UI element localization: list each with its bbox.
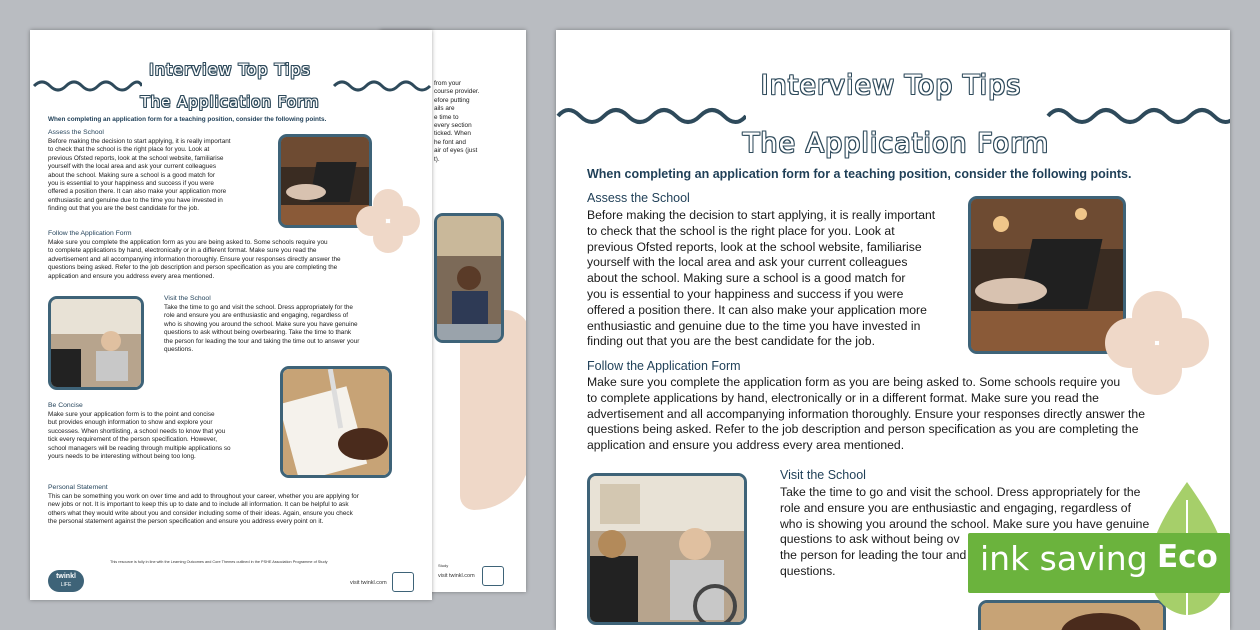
big-intro: When completing an application form for a teaching position, consider the following points. <box>587 167 1132 181</box>
small-photo-visit <box>48 296 144 390</box>
small-concise-text <box>48 411 231 461</box>
small-heading-assess: Assess the School <box>48 129 104 136</box>
big-wave-right-decoration <box>1046 104 1230 126</box>
text-line: to check that the school is the right place for you. Look at <box>48 146 210 154</box>
small-footer-note: This resource is fully in line with the Learning Outcomes and Core Themes outlined in the PSHE Association Programme of Study <box>110 560 328 564</box>
big-heading-visit: Visit the School <box>780 468 866 482</box>
text-line: previous Ofsted reports, look at the school website, familiarise <box>48 154 224 162</box>
text-line: about the school. Making sure a school is a good match for <box>48 171 215 179</box>
text-line: questions being asked. Refer to the job description and person specification as you are completing the <box>48 264 338 272</box>
small-heading-follow: Follow the Application Form <box>48 230 132 237</box>
text-line: to complete applications by hand, electronically or in a different format. Make sure you read the <box>587 390 1099 405</box>
big-wave-left-decoration <box>556 104 746 126</box>
text-line: yourself with the local area and ask your current colleagues <box>587 255 908 270</box>
text-line: yours needs to be interesting without being too long. <box>48 453 196 461</box>
back-photo-smiling-man <box>434 213 504 343</box>
small-heading-personal: Personal Statement <box>48 484 108 491</box>
big-heading-assess: Assess the School <box>587 191 690 205</box>
text-line: you is essential to your happiness and success if you were <box>48 180 214 188</box>
text-line: Take the time to go and visit the school. Dress appropriately for the <box>780 485 1141 499</box>
text-line: offered a position there. It can also make your application more <box>48 188 227 196</box>
text-line: role and ensure you are enthusiastic and engaging, regardless of <box>164 312 349 320</box>
text-line: successes. When shortlisting, a school needs to know that you <box>48 427 226 435</box>
big-photo-visit <box>587 473 747 625</box>
back-text-snippets <box>434 80 479 164</box>
text-line: questions to ask without being ov <box>780 532 960 547</box>
small-personal-text <box>48 493 359 527</box>
text-line: school managers will be reading through multiple applications so <box>48 444 231 452</box>
text-line: questions to ask without being overbearing. Take the time to thank <box>164 329 352 337</box>
text-line: about the school. Making sure a school is a good match for <box>587 271 906 286</box>
text-line: to check that the school is the right place for you. Look at <box>587 223 895 238</box>
text-line: This can be something you work on over time and add to throughout your career, whether you are applying for <box>48 493 359 500</box>
small-photo-writing <box>280 366 392 478</box>
text-line: application and ensure you address every area mentioned. <box>587 438 905 453</box>
small-follow-text <box>48 239 341 281</box>
back-footer-url: visit twinkl.com <box>438 573 475 579</box>
wave-right-decoration <box>332 78 432 92</box>
text-line: ails are <box>434 105 455 113</box>
small-intro: When completing an application form for a teaching position, consider the following points. <box>48 116 327 123</box>
text-line: questions. <box>164 346 194 354</box>
text-line: Take the time to go and visit the school. Dress appropriately for the <box>164 304 353 311</box>
text-line: enthusiastic and genuine due to the time you have invested in <box>48 196 223 204</box>
text-line: who is showing you around the school. Make sure you have genuine <box>164 320 358 328</box>
ink-saving-label: ink saving <box>980 539 1148 578</box>
text-line: the person for leading the tour and <box>780 548 967 563</box>
text-line: every section <box>434 122 472 130</box>
text-line: t). <box>434 155 440 163</box>
text-line: questions. <box>780 563 836 578</box>
big-photo-writing-partial <box>978 600 1166 630</box>
text-line: to complete applications by hand, electronically or in a different format. Make sure you read the <box>48 247 317 255</box>
text-line: efore putting <box>434 96 470 104</box>
text-line: he font and <box>434 138 466 146</box>
wave-left-decoration <box>32 78 142 92</box>
back-footer-note: Study <box>438 563 449 568</box>
text-line: course provider. <box>434 88 480 96</box>
small-visit-text <box>164 304 359 354</box>
text-line: the personal statement against the person specification and ensure you address every point on it. <box>48 518 324 526</box>
text-line: Make sure you complete the application form as you are being asked to. Some schools require you <box>48 239 328 246</box>
text-line: Before making the decision to start applying, it is really important <box>587 208 936 222</box>
small-assess-text <box>48 138 231 214</box>
text-line: application and ensure you address every area mentioned. <box>48 272 215 280</box>
text-line: advertisement and all accompanying information thoroughly. Ensure your responses directly answer the <box>48 255 341 263</box>
text-line: air of eyes (just <box>434 147 478 155</box>
small-heading-concise: Be Concise <box>48 402 83 409</box>
small-footer-badge <box>392 572 414 592</box>
text-line: Before making the decision to start applying, it is really important <box>48 138 231 145</box>
text-line: previous Ofsted reports, look at the school website, familiarise <box>587 239 922 254</box>
small-footer-url: visit twinkl.com <box>350 580 387 586</box>
text-line: ticked. When <box>434 130 471 138</box>
text-line: who is showing you around the school. Make sure you have genuine <box>780 516 1150 531</box>
big-photo-laptop <box>968 196 1126 354</box>
small-heading-visit: Visit the School <box>164 295 211 302</box>
twinkl-life-logo: twinkl LIFE <box>48 570 84 592</box>
small-flower-shape <box>355 188 421 254</box>
text-line: offered a position there. It can also make your application more <box>587 302 927 317</box>
front-page-preview <box>30 30 432 600</box>
small-title-2: The Application Form <box>140 93 320 111</box>
text-line: new jobs or not. It is important to keep this up to date and to include all information. It can be helpful to ask <box>48 501 349 509</box>
text-line: enthusiastic and genuine due to the time you have invested in <box>587 318 921 333</box>
big-title-2: The Application Form <box>742 128 1050 159</box>
small-title-1: Interview Top Tips <box>149 60 311 79</box>
big-heading-follow: Follow the Application Form <box>587 359 741 373</box>
text-line: advertisement and all accompanying information thoroughly. Ensure your responses directly answer the <box>587 406 1145 421</box>
text-line: you is essential to your happiness and success if you were <box>587 286 904 301</box>
text-line: e time to <box>434 113 459 121</box>
big-follow-text <box>587 375 1145 454</box>
text-line: but provides enough information to show and explore your <box>48 419 213 427</box>
eco-label: Eco <box>1157 539 1218 575</box>
text-line: finding out that you are the best candidate for the job. <box>48 205 199 213</box>
text-line: finding out that you are the best candidate for the job. <box>587 334 875 349</box>
text-line: others what they would write about you and consider including some of their ideas. Again, ensure you check <box>48 509 353 517</box>
big-assess-text <box>587 208 935 350</box>
text-line: from your <box>434 80 461 87</box>
text-line: tick every requirement of the person specification. However, <box>48 436 218 444</box>
text-line: questions being asked. Refer to the job description and person specification as you are completing the <box>587 422 1139 437</box>
text-line: Make sure you complete the application form as you are being asked to. Some schools require you <box>587 375 1121 389</box>
text-line: role and ensure you are enthusiastic and engaging, regardless of <box>780 500 1131 515</box>
text-line: yourself with the local area and ask your current colleagues <box>48 163 217 171</box>
text-line: the person for leading the tour and taking the time out to answer your <box>164 337 360 345</box>
text-line: Make sure your application form is to the point and concise <box>48 411 215 418</box>
big-title-1: Interview Top Tips <box>760 70 1022 101</box>
back-logo <box>482 566 504 586</box>
